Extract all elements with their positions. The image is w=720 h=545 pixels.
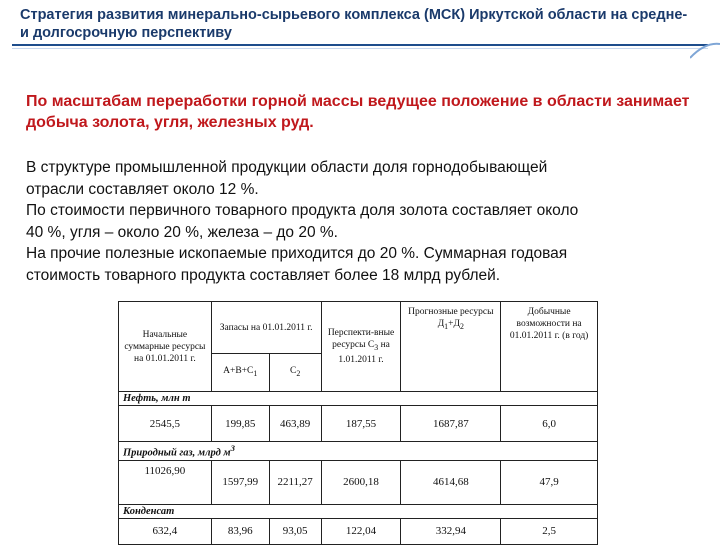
lead-statement: По масштабам переработки горной массы ведущее положение в области занимает добыча золота, угля, железных руд. [26, 93, 690, 131]
header-c2-text: С [289, 366, 297, 377]
header-perspective-sub: 3 [374, 342, 379, 352]
header-c2-sub: 2 [296, 368, 301, 378]
section-label-gas [119, 442, 598, 461]
body-line: В структуре промышленной продукции области доля горнодобывающей [26, 159, 548, 176]
header-abc [211, 354, 269, 392]
body-line: стоимость товарного продукта составляет более 18 млрд рублей. [26, 266, 501, 284]
header-divider [12, 48, 708, 49]
table-cell: 2600,18 [321, 460, 401, 504]
section-label-gas-text: Природный газ, млрд м [123, 447, 231, 459]
header-initial-resources: Начальные суммарные ресурсы на 01.01.2011 г. [119, 302, 212, 392]
resources-table-grid [118, 301, 598, 545]
section-label-oil: Нефть, млн т [119, 392, 598, 406]
table-cell: 2,5 [501, 518, 598, 544]
header-abc-sub: 1 [253, 368, 258, 378]
table-cell: 2211,27 [269, 460, 321, 504]
body-line: отрасли составляет около 12 %. [26, 180, 259, 198]
table-cell: 463,89 [269, 406, 321, 442]
header-forecast-sub2: 2 [459, 321, 464, 331]
table-cell: 11026,90 [119, 460, 212, 504]
header-production: Добычные возможности на 01.01.2011 г. (в год) [501, 302, 598, 392]
table-cell: 83,96 [211, 518, 269, 544]
header-forecast-mid: +Д [448, 319, 460, 329]
table-cell: 332,94 [401, 518, 501, 544]
header-perspective-text: Перспекти-вные ресурсы С [327, 328, 395, 351]
corner-swoosh [690, 40, 720, 60]
resources-table [118, 301, 598, 545]
slide-title: Стратегия развития минерально-сырьевого комплекса (МСК) Иркутской области на средне- и долгосрочную перспективу [20, 7, 688, 41]
table-cell: 4614,68 [401, 460, 501, 504]
table-cell: 2545,5 [119, 406, 212, 442]
table-cell: 632,4 [119, 518, 212, 544]
slide-header [12, 0, 708, 46]
table-cell: 6,0 [501, 406, 598, 442]
header-forecast-text: Прогнозные ресурсы Д [408, 307, 494, 329]
body-text [26, 157, 716, 286]
header-perspective [321, 302, 401, 392]
section-label-gas-sup: 3 [230, 443, 235, 453]
section-label-condensate: Конденсат [119, 504, 598, 518]
table-cell: 47,9 [501, 460, 598, 504]
header-reserves: Запасы на 01.01.2011 г. [211, 302, 321, 354]
header-forecast-sub1: 1 [444, 321, 449, 331]
table-cell: 199,85 [211, 406, 269, 442]
body-line: По стоимости первичного товарного продукта доля золота составляет около [26, 202, 579, 219]
table-cell: 1687,87 [401, 406, 501, 442]
table-cell: 1597,99 [211, 460, 269, 504]
body-line: 40 %, угля – около 20 %, железа – до 20 %. [26, 223, 338, 241]
header-perspective-tail: на 1.01.2011 г. [338, 340, 390, 365]
table-cell: 122,04 [321, 518, 401, 544]
header-abc-text: А+В+С [223, 366, 254, 377]
table-cell: 93,05 [269, 518, 321, 544]
body-line: На прочие полезные ископаемые приходится до 20 %. Суммарная годовая [26, 245, 568, 262]
header-c2 [269, 354, 321, 392]
header-forecast [401, 302, 501, 392]
table-cell: 187,55 [321, 406, 401, 442]
